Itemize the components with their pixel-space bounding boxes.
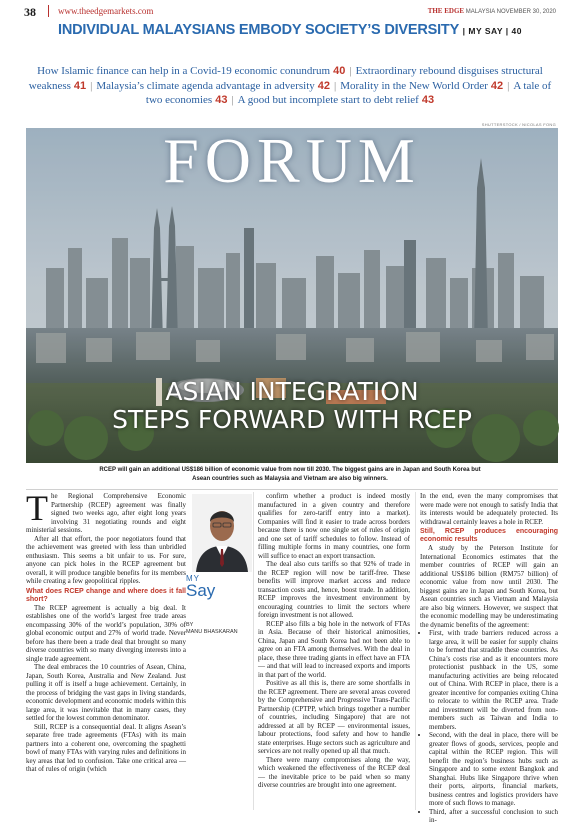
header-divider [48,5,49,17]
toc-item[interactable]: A tale of two economies 43 [145,79,552,106]
article-column-1 [26,488,186,811]
toc-page-number: 43 [421,94,435,106]
bullet-item: • First, with trade barriers reduced across a large area, it will be easier for supply chains to be formed that straddle these countries. As China’s costs rise and as it encounters more protectionist pushback in the US, some manufacturing activities are being relocated out of China. With RCEP in place, there is a greater incentive for companies exiting China to relocate to within the RCEP area. Trade and investment will be diverted from non-members such as Taiwan and India to members. [429,629,558,731]
article-paragraph: After all that effort, the poor negotiators found that the achievement was greeted with less than unbridled enthusiasm. This seems a bit unfair to us. For sure, anyone can pick holes in the RCEP agreement but overall, it will produce tangible benefits for its members while creating a few geopolitical ripples. [26,534,186,585]
my-say-badge [186,574,256,598]
article-paragraph: The Regional Comprehensive Economic Partnership (RCEP) agreement was finally signed two weeks ago, after eight long years involving 31 negotiating rounds and eight ministerial sessions. [26,488,186,534]
article-paragraph: RCEP also fills a big hole in the network of FTAs in Asia. Because of their historical animosities, China, Japan and South Korea had not been able to agree on an FTA among themselves. With the deal in place, these three trading giants in effect have an FTA — and that will lead to increased exports and imports in that part of the world. [258,619,410,679]
columnist-portrait [192,494,252,572]
byline [186,622,256,636]
article-column-3 [420,492,558,824]
toc-separator: | [90,79,93,92]
photo-caption [40,466,540,483]
toc-separator: | [231,94,234,106]
toc-separator: | [334,79,337,92]
masthead-brand: THE EDGE [427,7,465,15]
kicker-text: INDIVIDUAL MALAYSIANS EMBODY SOCIETY’S DIVERSITY [58,22,459,38]
article-paragraph: The deal also cuts tariffs so that 92% of trade in the RCEP region will now be tariff-free. These benefits will improve market access and reduce transaction costs and, hence, boost trade. In addition, RCEP improves the investment environment by encouraging countries to limit the sectors where foreign investment is not allowed. [258,560,410,619]
table-of-contents [20,64,560,108]
article-paragraph: Still, RCEP is a consequential deal. It aligns Asean’s separate free trade agreements (FTAs) with its main partners into a coherent one, overcoming the spaghetti bowl of many FTAs with varying rules and definitions in key areas that led to confusion. Take one critical area — that of rules of origin (which [26,722,186,773]
article-paragraph: A study by the Peterson Institute for International Economics estimates that the member countries of RCEP will gain an additional US$186 billion (RM757 billion) of economic value from now until 2030. The biggest gains are in Japan and South Korea, but Asean countries such as Vietnam and Malaysia are also big winners. However, we suspect that the economic modelling may be underestimating the dynamic benefits of the agreement: [420,544,558,629]
article-paragraph: There were many compromises along the way, which weakened the effectiveness of the RCEP deal — the inevitable price to be paid when so many diverse countries are brought into one agreement. [258,755,410,789]
page-number: 38 [24,5,36,19]
headline-line-1: ASIAN INTEGRATION [165,377,419,406]
caption-line-1: RCEP will gain an additional US$186 billion of economic value from now till 2030. The biggest gains are in Japan and South Korea but [99,467,481,473]
bullet-item: • Second, with the deal in place, there will be greater flows of goods, services, people and capital within the RCEP region. This will benefit the region’s business hubs such as Singapore and to some extent Bangkok and Shanghai. Hubs like Singapore thrive when their ports, airports, financial markets, business centres and logistics providers have more of such flows to manage. [429,731,558,808]
toc-page-number: 42 [490,79,504,92]
masthead-date: MALAYSIA NOVEMBER 30, 2020 [465,9,556,15]
drop-cap: T [26,488,48,528]
subheading-rcep-change: What does RCEP change and where does it fall short? [26,587,186,603]
article-paragraph: Positive as all this is, there are some shortfalls in the RCEP agreement. There are several areas covered by the Comprehensive and Progressive Trans-Pacific Partnership (CPTPP, which brings together a number of countries, including Singapore) that are not addressed at all by RCEP — environmental issues, labour protections, food safety and how to handle state enterprises. Huge sectors such as agriculture and services are not really opened up all that much. [258,679,410,755]
article-column-2 [258,492,410,811]
toc-item[interactable]: A good but incomplete start to debt relief 43 [237,94,435,106]
headline-line-2: STEPS FORWARD WITH RCEP [112,405,472,434]
article-paragraph: In the end, even the many compromises that were made were not enough to satisfy India that its interests would be adequately protected. Its withdrawal certainly leaves a hole in RCEP. [420,492,558,526]
section-rule [26,489,558,490]
kicker-section: | MY SAY | 40 [462,26,522,36]
toc-item[interactable]: Extraordinary rebound disguises structural weakness 41 [28,65,543,92]
column-divider [415,492,416,810]
column-divider [253,492,254,810]
toc-page-number: 42 [317,79,330,92]
bullet-list [420,629,558,825]
toc-page-number: 43 [215,94,228,106]
byline-by: BY [186,622,194,628]
toc-page-number: 41 [73,79,87,92]
subheading-encouraging-results: Still, RCEP produces encouraging economic results [420,528,558,543]
site-link[interactable]: www.theedgemarkets.com [58,6,154,16]
say-label: Say [186,581,216,600]
toc-separator: | [507,79,510,92]
masthead [428,7,556,15]
article-headline[interactable] [26,378,558,434]
article-paragraph: The deal embraces the 10 countries of Asean, China, Japan, South Korea, Australia and New Zealand. Just pulling it off is itself a huge achievement. Certainly, in the process of bridging the vast gaps in living standards, economic development and economic models within this large area, it was inevitable that in many cases, they settled for the lowest common denominator. [26,663,186,722]
toc-item[interactable]: Malaysia’s climate agenda advantage in adversity 42 [96,79,330,92]
article-paragraph: confirm whether a product is indeed mostly manufactured in a given country and therefore qualifies for zero-tariff entry into a market). Companies will find it easier to trade across borders because there is now one single set of rules of origin and one set of tariff schedules to follow. Instead of filling multiple forms in many countries, one form will suffice to enact an export transaction. [258,492,410,560]
toc-item[interactable]: Morality in the New World Order 42 [340,79,504,92]
photo-credit: SHUTTERSTOCK / NICOLAS FONG [481,122,556,127]
bullet-item: • Third, after a successful conclusion to such in- [429,808,558,825]
toc-page-number: 40 [333,65,346,77]
toc-item[interactable]: How Islamic finance can help in a Covid-19 economic conundrum 40 [37,65,346,77]
toc-separator: | [349,65,352,77]
article-paragraph: The RCEP agreement is actually a big deal. It establishes one of the world’s largest free trade areas encompassing 30% of the world’s population, 30% of global economic output and 27% of world trade. Never before has there been a trade deal that brought so many diverse countries with so many diverging interests into a single trade agreement. [26,603,186,663]
columnist-name[interactable]: MANU BHASKARAN [186,629,238,635]
my-label: MY [186,574,200,583]
forum-title: FORUM [163,125,421,196]
caption-line-2: Asean countries such as Malaysia and Vietnam are also big winners. [192,475,388,482]
kicker-headline[interactable] [0,22,580,44]
page-header [0,0,580,22]
